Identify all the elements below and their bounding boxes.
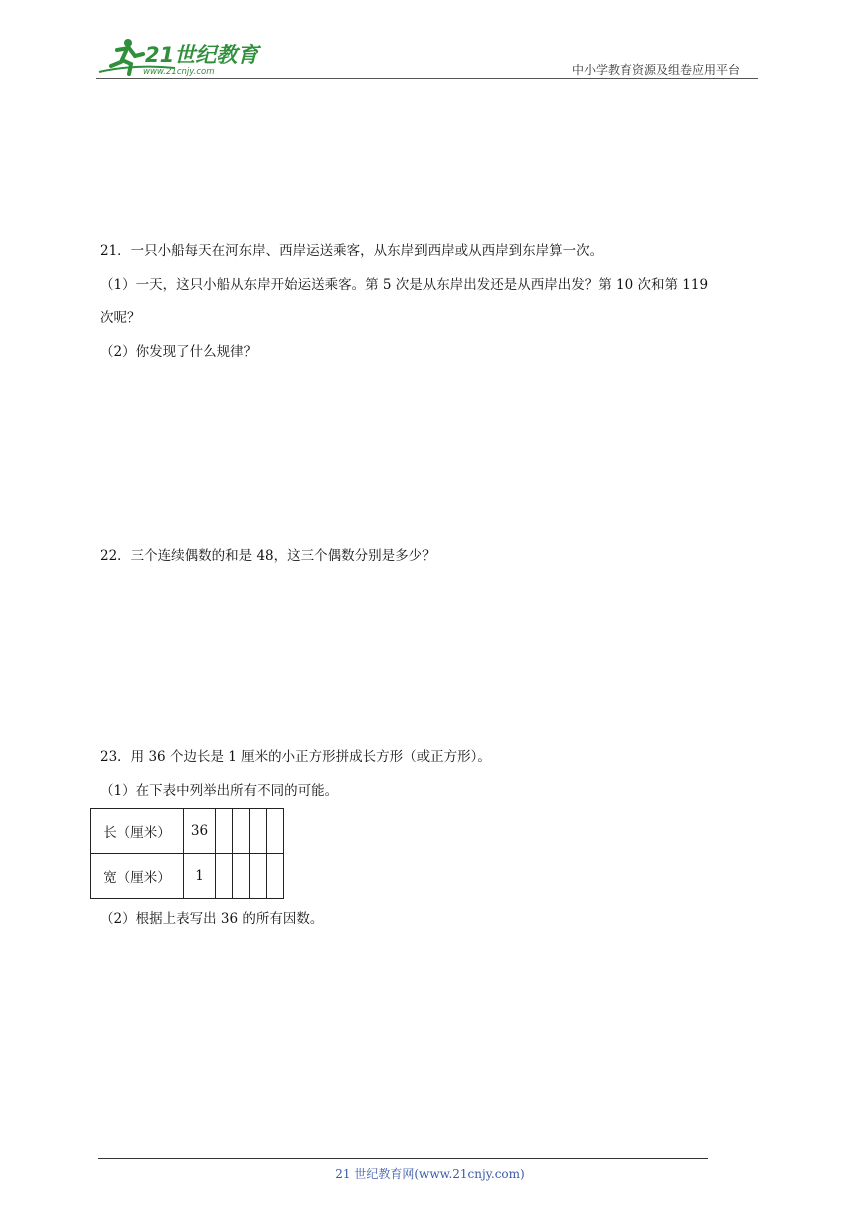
table-row-width xyxy=(91,854,284,899)
q23-part1: （1）在下表中列举出所有不同的可能。 xyxy=(100,783,339,799)
q21-stem: 21．一只小船每天在河东岸、西岸运送乘客，从东岸到西岸或从西岸到东岸算一次。 xyxy=(100,243,604,259)
q21-part1-line2: 次呢？ xyxy=(100,310,141,326)
length-cell-3[interactable] xyxy=(233,809,250,854)
width-cell-5[interactable] xyxy=(267,854,284,899)
table-row-length xyxy=(91,809,284,854)
width-cell-1: 1 xyxy=(184,854,216,899)
length-cell-4[interactable] xyxy=(250,809,267,854)
width-cell-3[interactable] xyxy=(233,854,250,899)
logo-url-text: www.21cnjy.com xyxy=(143,67,215,77)
q21-part1-line1: （1）一天，这只小船从东岸开始运送乘客。第 5 次是从东岸出发还是从西岸出发？第 10 次和第 119 xyxy=(100,277,709,293)
q23-stem: 23．用 36 个边长是 1 厘米的小正方形拼成长方形（或正方形）。 xyxy=(100,749,491,765)
site-logo xyxy=(95,34,265,80)
length-cell-5[interactable] xyxy=(267,809,284,854)
q22-stem: 22．三个连续偶数的和是 48，这三个偶数分别是多少？ xyxy=(100,548,436,564)
length-cell-1: 36 xyxy=(184,809,216,854)
platform-name: 中小学教育资源及组卷应用平台 xyxy=(572,63,741,77)
width-cell-4[interactable] xyxy=(250,854,267,899)
width-label-cell: 宽（厘米） xyxy=(91,854,184,899)
footer-link[interactable]: 21 世纪教育网(www.21cnjy.com) xyxy=(335,1167,525,1181)
logo-text: 21世纪教育 xyxy=(145,43,259,67)
q21-part2: （2）你发现了什么规律？ xyxy=(100,344,258,360)
footer-divider xyxy=(98,1158,708,1159)
length-cell-2[interactable] xyxy=(216,809,233,854)
dimensions-table xyxy=(90,808,284,899)
width-cell-2[interactable] xyxy=(216,854,233,899)
q23-part2: （2）根据上表写出 36 的所有因数。 xyxy=(100,911,324,927)
length-label-cell: 长（厘米） xyxy=(91,809,184,854)
header-divider xyxy=(96,78,758,79)
